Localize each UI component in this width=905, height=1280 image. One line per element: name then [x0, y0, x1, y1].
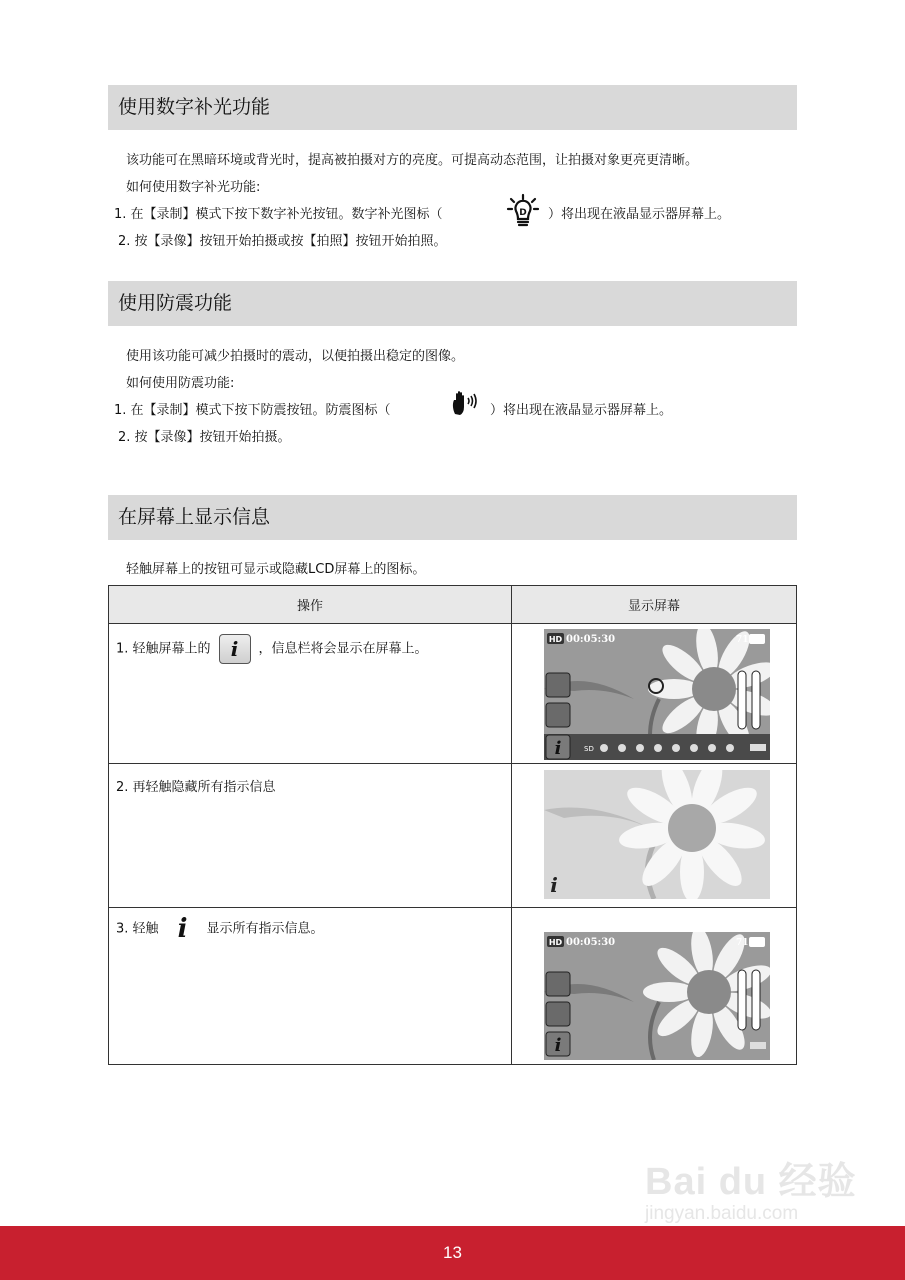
step2-fill-light: 2. 按【录像】按钮开始拍摄或按【拍照】按钮开始拍照。 [118, 234, 447, 249]
watermark-url: jingyan.baidu.com [645, 1203, 799, 1224]
table-cell-operation [109, 908, 512, 1065]
paragraph-display-info-intro: 轻触屏幕上的按钮可显示或隐藏LCD屏幕上的图标。 [126, 562, 426, 577]
baidu-watermark [645, 1150, 857, 1225]
table-cell-display [512, 908, 797, 1065]
paragraph-anti-shake-howto: 如何使用防震功能: [126, 376, 235, 391]
table-cell-operation [109, 764, 512, 908]
svg-text:i: i [554, 1035, 562, 1056]
table-cell-display [512, 764, 797, 908]
table-header-operation: 操作 [109, 586, 512, 624]
table-row [109, 908, 797, 1065]
row1-text-pre: 1. 轻触屏幕上的 [116, 641, 211, 657]
lcd-screen-hidden-info [544, 770, 770, 899]
table-row [109, 624, 797, 764]
step1-anti-shake-pre: 1. 在【录制】模式下按下防震按钮。防震图标（ [114, 403, 391, 418]
section-header-anti-shake: 使用防震功能 [108, 281, 797, 326]
table-cell-display [512, 624, 797, 764]
anti-shake-hand-icon [450, 390, 480, 416]
row3-text-post: 显示所有指示信息。 [206, 921, 324, 937]
step2-anti-shake: 2. 按【录像】按钮开始拍摄。 [118, 430, 291, 445]
step1-anti-shake-post: ）将出现在液晶显示器屏幕上。 [490, 403, 673, 418]
svg-text:71: 71 [736, 635, 749, 645]
lcd-screen-with-info-bar [544, 629, 770, 760]
info-i-icon: i [177, 914, 188, 944]
paragraph-fill-light-description: 该功能可在黑暗环境或背光时，提高被拍摄对方的亮度。可提高动态范围，让拍摄对象更亮更清晰。 [126, 153, 699, 168]
section-header-display-info: 在屏幕上显示信息 [108, 495, 797, 540]
svg-text:00:05:30: 00:05:30 [566, 634, 616, 645]
watermark-brand: Bai du 经验 [645, 1161, 857, 1203]
svg-text:i: i [554, 738, 562, 759]
display-info-table [108, 585, 797, 1065]
step1-fill-light-pre: 1. 在【录制】模式下按下数字补光按钮。数字补光图标（ [114, 207, 443, 222]
svg-text:D: D [519, 208, 527, 218]
info-button-icon: i [219, 634, 251, 664]
paragraph-anti-shake-description: 使用该功能可减少拍摄时的震动，以便拍摄出稳定的图像。 [126, 349, 465, 364]
lcd-screen-all-info [544, 932, 770, 1060]
svg-text:HD: HD [548, 938, 563, 947]
table-row [109, 764, 797, 908]
footer-bar [0, 1226, 905, 1280]
row1-text-post: ，信息栏将会显示在屏幕上。 [258, 641, 428, 657]
svg-text:SD: SD [584, 745, 594, 753]
paragraph-fill-light-howto: 如何使用数字补光功能: [126, 180, 261, 195]
row1-text [116, 634, 428, 664]
svg-text:00:05:30: 00:05:30 [566, 937, 616, 948]
svg-text:HD: HD [548, 635, 563, 644]
step1-fill-light-post: ）将出现在液晶显示器屏幕上。 [548, 207, 731, 222]
info-icon: i [550, 873, 558, 897]
svg-text:71: 71 [736, 938, 749, 948]
row2-text: 2. 再轻触隐藏所有指示信息 [116, 780, 276, 795]
row3-text [116, 914, 324, 944]
fill-light-bulb-icon [506, 193, 540, 229]
page-number: 13 [443, 1243, 462, 1262]
table-cell-operation [109, 624, 512, 764]
table-header-display: 显示屏幕 [512, 586, 797, 624]
row3-text-pre: 3. 轻触 [116, 921, 159, 937]
section-header-digital-fill-light: 使用数字补光功能 [108, 85, 797, 130]
table-header-row [109, 586, 797, 624]
